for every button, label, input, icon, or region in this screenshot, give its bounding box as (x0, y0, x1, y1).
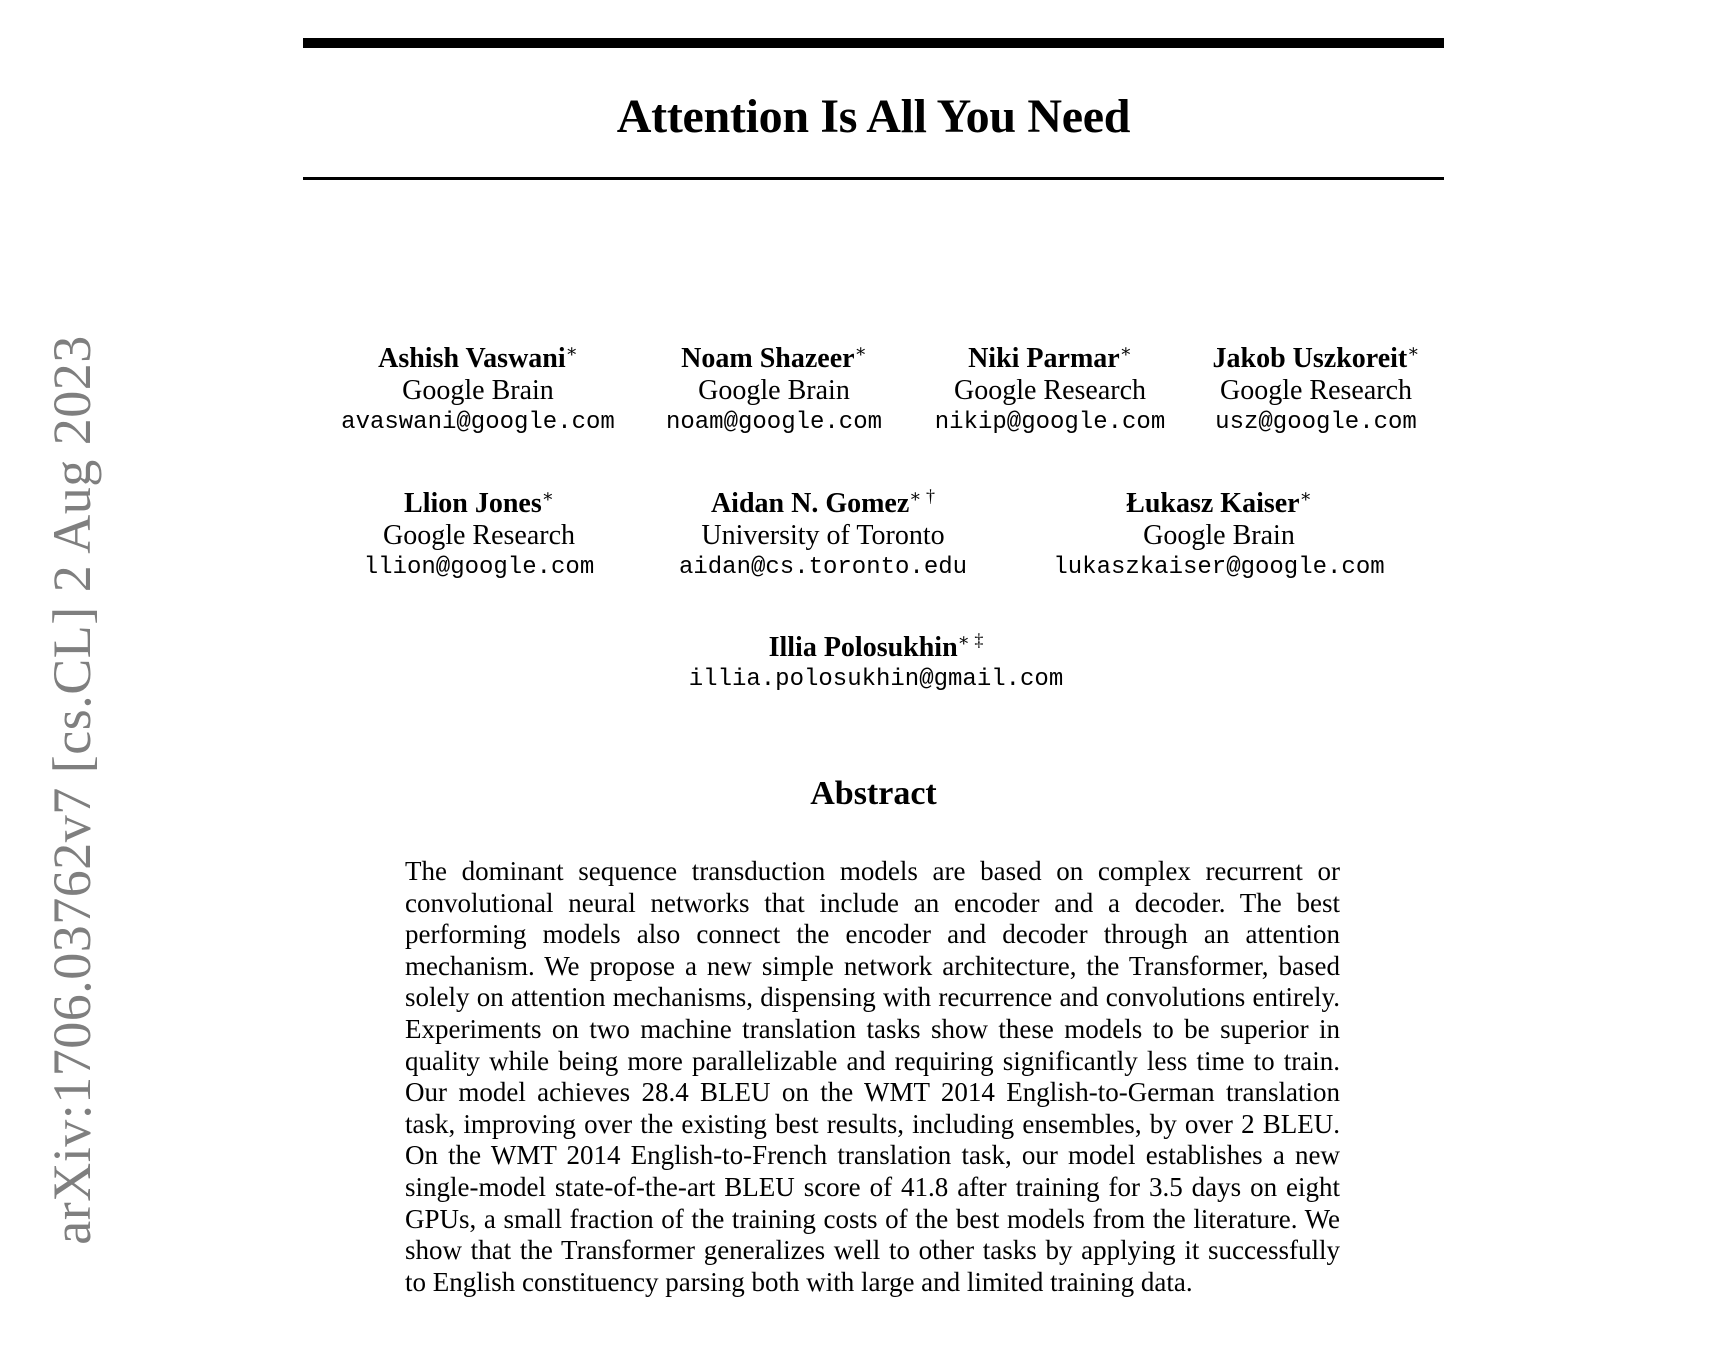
author-name: Łukasz Kaiser (1126, 488, 1300, 519)
author-affiliation: Google Research (1219, 375, 1413, 406)
author-name: Illia Polosukhin (768, 632, 958, 663)
paper-title: Attention Is All You Need (616, 90, 1131, 143)
author-affiliation: University of Toronto (701, 520, 945, 551)
author-name: Llion Jones (404, 488, 542, 519)
author-email: lukaszkaiser@google.com (1053, 554, 1385, 581)
author-marks: ∗ (1407, 341, 1420, 361)
author-block (679, 488, 967, 584)
author-email: aidan@cs.toronto.edu (678, 554, 968, 581)
author-affiliation: Google Brain (402, 375, 554, 406)
title-rule-top (303, 38, 1444, 48)
author-marks: ∗ ‡ (957, 630, 984, 650)
author-affiliation: Google Brain (698, 375, 850, 406)
abstract-text: The dominant sequence transduction models are based on complex recurrent or convolutional neural networks that include an encoder and a decoder. The best performing models also connect the encoder and decoder through an attention mechanism. We propose a new simple network architecture, the Transformer, based solely on attention mechanisms, dispensing with recurrence and convolutions entirely. Experiments on two machine translation tasks show these models to be superior in quality while being more parallelizable and requiring significantly less time to train. Our model achieves 28.4 BLEU on the WMT 2014 English-to-German translation task, improving over the existing best results, including ensembles, by over 2 BLEU. On the WMT 2014 English-to-French translation task, our model establishes a new single-model state-of-the-art BLEU score of 41.8 after training for 3.5 days on eight GPUs, a small fraction of the training costs of the best models from the literature. We show that the Transformer generalizes well to other tasks by applying it successfully to English constituency parsing both with large and limited training data. (405, 856, 1340, 1297)
abstract-heading: Abstract (810, 775, 937, 812)
author-name: Jakob Uszkoreit (1212, 343, 1408, 374)
author-block (666, 343, 882, 439)
author-name: Niki Parmar (968, 343, 1120, 374)
author-marks: ∗ (565, 341, 578, 361)
author-email: illia.polosukhin@gmail.com (688, 666, 1064, 693)
author-email: avaswani@google.com (341, 409, 615, 436)
author-name: Noam Shazeer (681, 343, 855, 374)
author-marks: ∗ (541, 486, 554, 506)
author-name: Aidan N. Gomez (710, 488, 910, 519)
arxiv-stamp: arXiv:1706.03762v7 [cs.CL] 2 Aug 2023 (42, 335, 102, 1245)
author-email: noam@google.com (665, 409, 883, 436)
author-affiliation: Google Brain (1143, 520, 1295, 551)
title-rule-bottom (303, 177, 1444, 180)
author-affiliation: Google Research (382, 520, 576, 551)
author-marks: ∗ † (909, 486, 936, 506)
author-marks: ∗ (1299, 486, 1312, 506)
author-email: nikip@google.com (934, 409, 1166, 436)
author-block (1053, 488, 1384, 584)
author-block (689, 632, 1063, 696)
author-email: llion@google.com (363, 554, 595, 581)
author-name: Ashish Vaswani (378, 343, 566, 374)
author-block (364, 488, 594, 584)
author-block (935, 343, 1165, 439)
author-block (341, 343, 615, 439)
author-email: usz@google.com (1215, 409, 1417, 436)
author-affiliation: Google Research (953, 375, 1147, 406)
author-block (1213, 343, 1420, 439)
author-marks: ∗ (1119, 341, 1132, 361)
author-marks: ∗ (854, 341, 867, 361)
